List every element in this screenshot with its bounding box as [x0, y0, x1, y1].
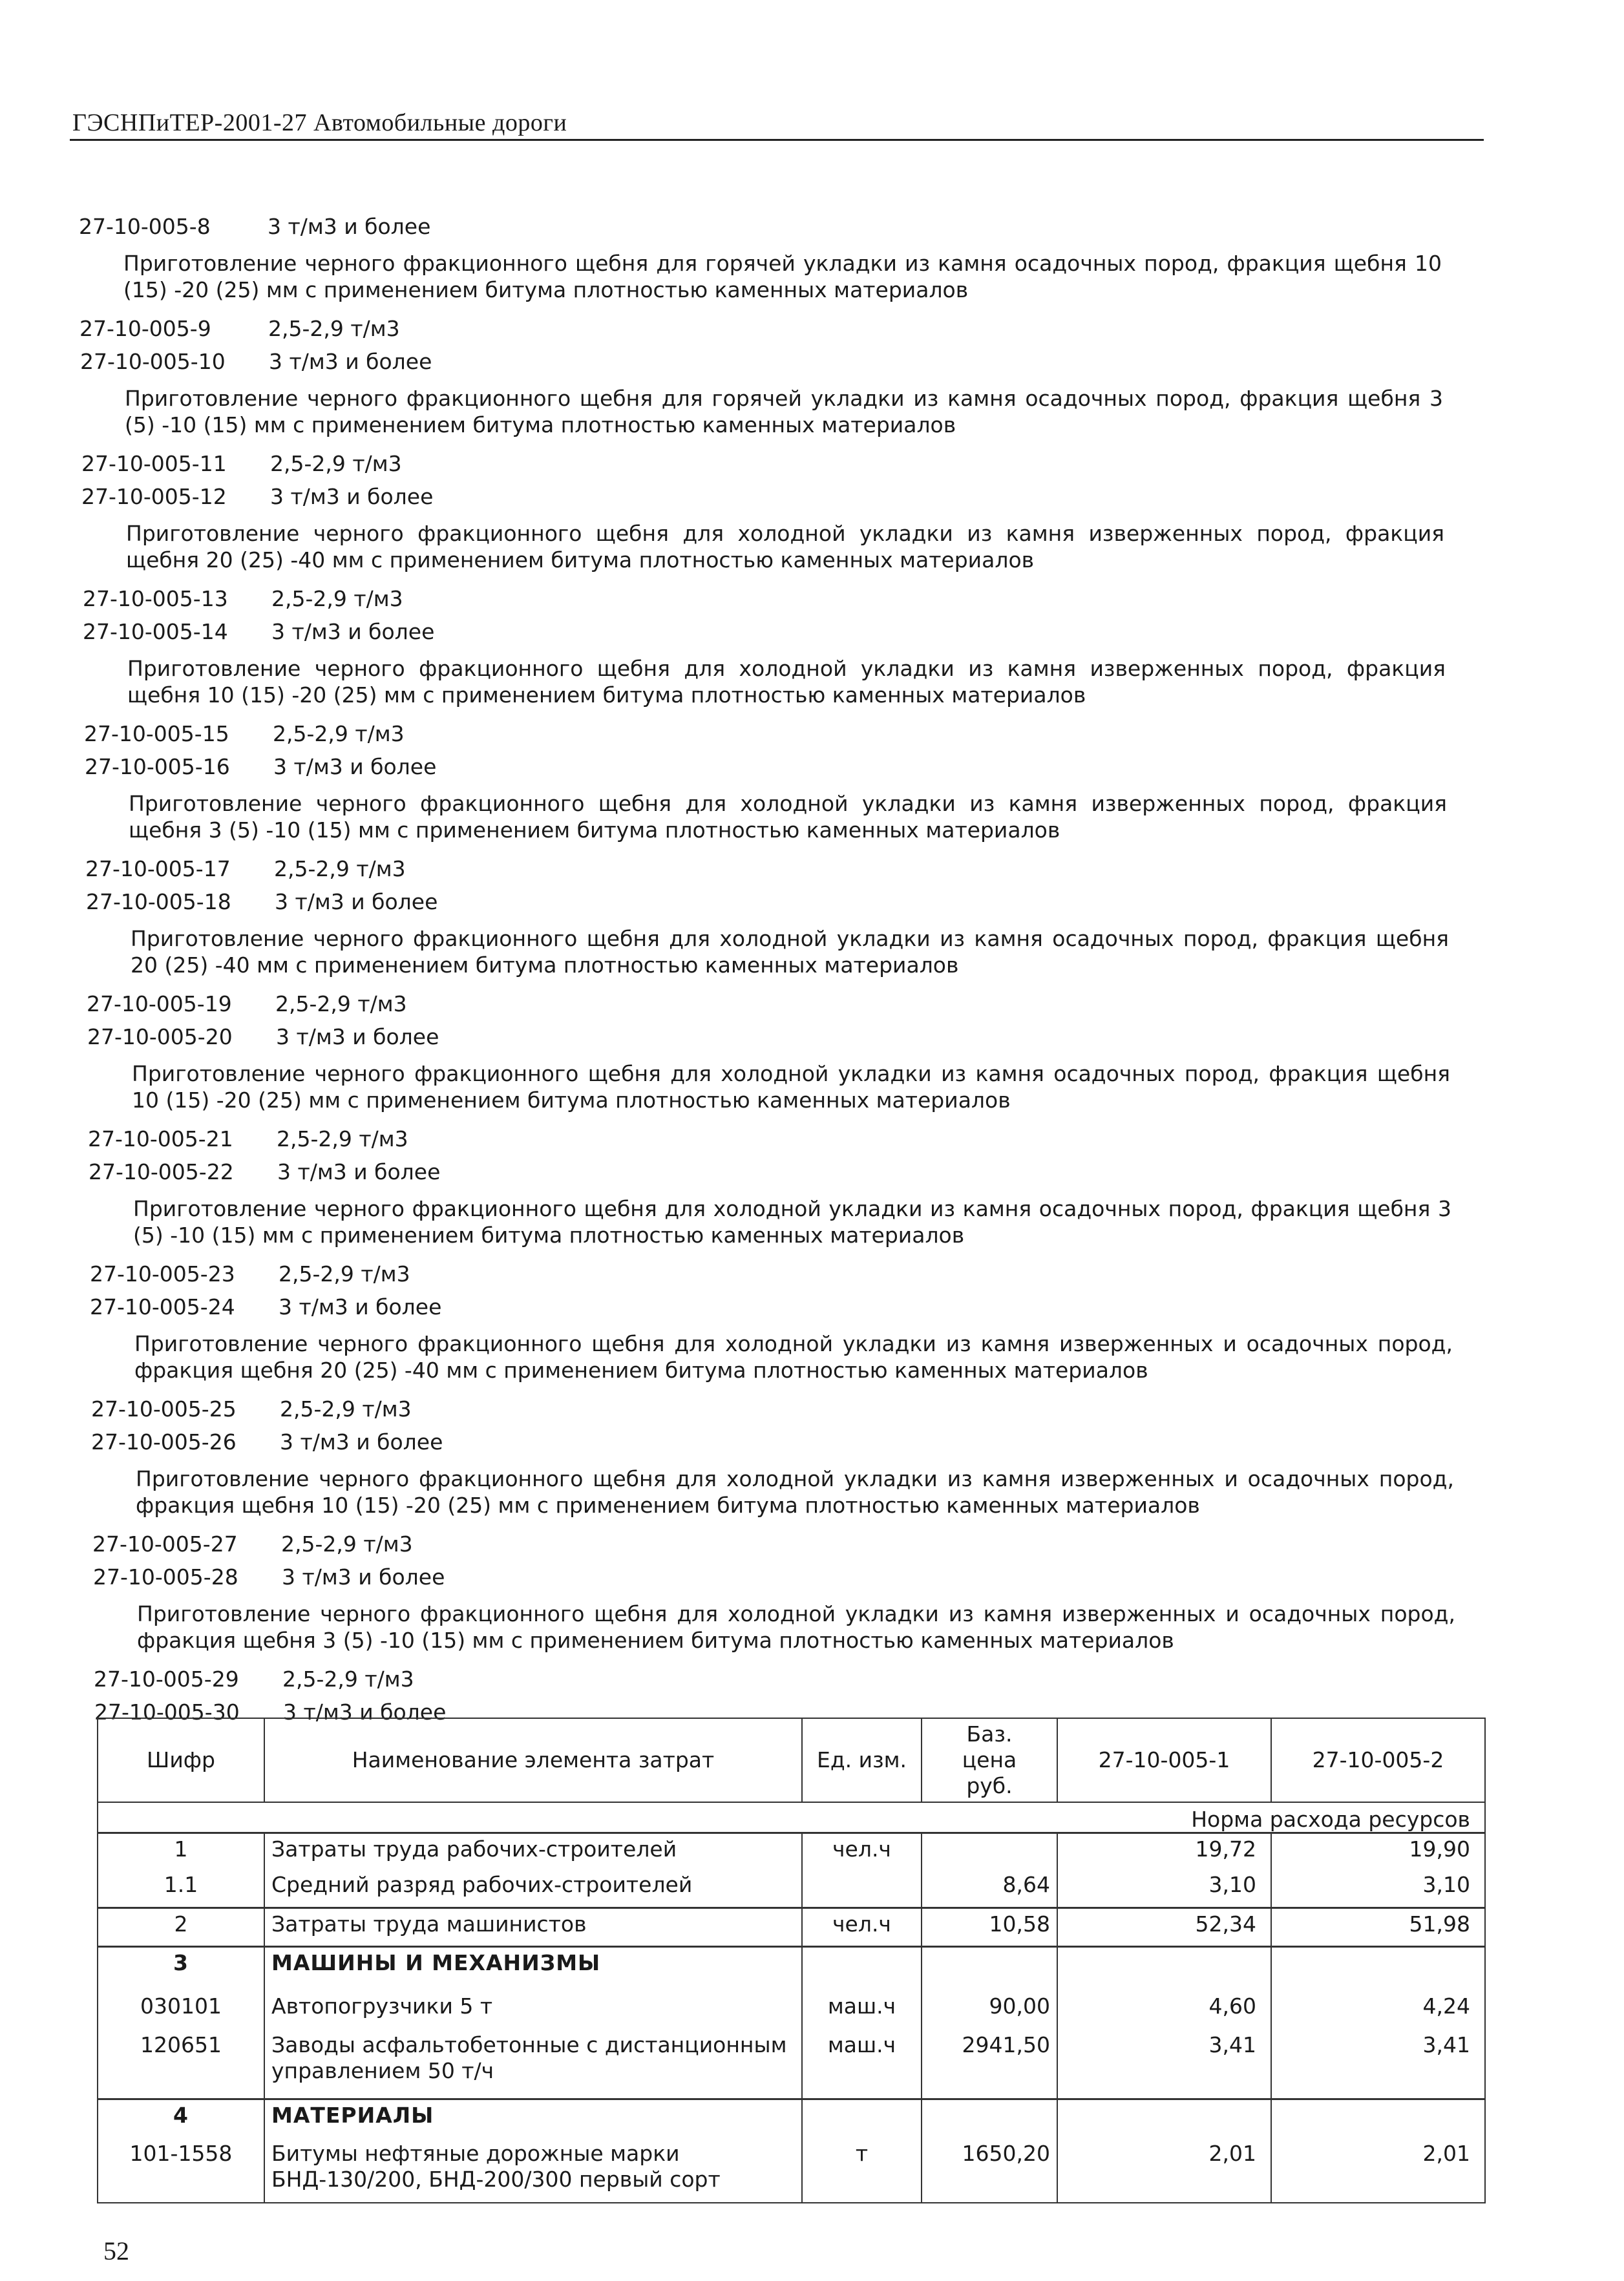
cell-price: 1650,20 — [922, 2138, 1057, 2203]
entry-code: 27-10-005-9 — [79, 316, 211, 341]
cell-price: 2941,50 — [922, 2030, 1057, 2099]
entry-density: 3 т/м3 и более — [275, 889, 438, 914]
cell-value-2 — [1271, 2099, 1485, 2138]
cell-code: 1.1 — [98, 1869, 264, 1908]
cell-value-2 — [1271, 1947, 1485, 1991]
entry-code-line — [83, 619, 434, 644]
header-code: Шифр — [98, 1718, 264, 1802]
cell-name: МАШИНЫ И МЕХАНИЗМЫ — [264, 1947, 802, 1991]
cell-unit: маш.ч — [802, 1991, 922, 2030]
cell-value-1 — [1057, 2099, 1271, 2138]
entry-code: 27-10-005-10 — [80, 349, 226, 374]
norm-row — [98, 1802, 1485, 1833]
cell-unit: т — [802, 2138, 922, 2203]
entry-code: 27-10-005-8 — [79, 214, 211, 239]
entry-code-line — [91, 1429, 443, 1455]
entry-code: 27-10-005-22 — [89, 1159, 234, 1184]
resource-table — [97, 1718, 1486, 2203]
cell-price: 90,00 — [922, 1991, 1057, 2030]
entry-code-line — [89, 1159, 440, 1184]
entry-code: 27-10-005-16 — [85, 754, 230, 779]
entry-code: 27-10-005-28 — [93, 1564, 238, 1590]
cell-name: Затраты труда рабочих-строителей — [264, 1833, 802, 1869]
cell-value-2: 4,24 — [1271, 1991, 1485, 2030]
entry-code: 27-10-005-12 — [81, 484, 227, 509]
entry-description: Приготовление черного фракционного щебня для холодной укладки из камня изверженных и осадочных пород, фракция щебня 3 (5) -10 (15) мм с применением битума плотностью каменных материалов — [137, 1601, 1455, 1653]
entry-code-line — [87, 1024, 439, 1049]
entry-description: Приготовление черного фракционного щебня для холодной укладки из камня осадочных пород, фракция щебня 10 (15) -20 (25) мм с применением битума плотностью каменных материалов — [132, 1061, 1450, 1113]
entry-density: 2,5-2,9 т/м3 — [279, 1261, 410, 1287]
entry-description: Приготовление черного фракционного щебня для горячей укладки из камня осадочных пород, фракция щебня 10 (15) -20 (25) мм с применением битума плотностью каменных материалов — [123, 251, 1442, 302]
entry-code: 27-10-005-15 — [84, 721, 229, 746]
entry-density: 3 т/м3 и более — [273, 754, 437, 779]
entry-description: Приготовление черного фракционного щебня для холодной укладки из камня осадочных пород, фракция щебня 20 (25) -40 мм с применением битума плотностью каменных материалов — [131, 926, 1449, 978]
cell-code: 120651 — [98, 2030, 264, 2099]
norm-label: Норма расхода ресурсов — [98, 1802, 1485, 1833]
cell-value-1: 2,01 — [1057, 2138, 1271, 2203]
cell-value-2: 19,90 — [1271, 1833, 1485, 1869]
table-row — [98, 1991, 1485, 2030]
header-unit: Ед. изм. — [802, 1718, 922, 1802]
entry-code-line — [87, 991, 407, 1016]
entry-description: Приготовление черного фракционного щебня для горячей укладки из камня осадочных пород, фракция щебня 3 (5) -10 (15) мм с применением битума плотностью каменных материалов — [125, 386, 1443, 437]
cell-value-1: 4,60 — [1057, 1991, 1271, 2030]
entry-code-line — [81, 451, 402, 476]
entry-code-line — [90, 1261, 410, 1287]
cell-name: Затраты труда машинистов — [264, 1908, 802, 1947]
entry-code: 27-10-005-18 — [86, 889, 231, 914]
cell-price — [922, 2099, 1057, 2138]
page-number: 52 — [103, 2236, 129, 2265]
entry-description: Приготовление черного фракционного щебня для холодной укладки из камня изверженных и осадочных пород, фракция щебня 10 (15) -20 (25) мм с применением битума плотностью каменных материалов — [136, 1466, 1454, 1518]
table-row — [98, 1833, 1485, 1869]
entry-code-line — [85, 856, 406, 881]
entry-code: 27-10-005-30 — [94, 1699, 240, 1725]
cell-unit: чел.ч — [802, 1833, 922, 1869]
cell-value-2: 3,41 — [1271, 2030, 1485, 2099]
table-row — [98, 1869, 1485, 1908]
header-price: Баз. цена руб. — [922, 1718, 1057, 1802]
entry-density: 3 т/м3 и более — [271, 619, 435, 644]
entry-code: 27-10-005-20 — [87, 1024, 233, 1049]
entry-code-line — [86, 889, 438, 914]
cell-value-1 — [1057, 1947, 1271, 1991]
table-row — [98, 2099, 1485, 2138]
running-header: ГЭСНПиТЕР-2001-27 Автомобильные дороги — [72, 109, 567, 136]
entry-density: 3 т/м3 и более — [277, 1159, 441, 1184]
entry-density: 3 т/м3 и более — [269, 349, 432, 374]
header-rule — [70, 139, 1484, 141]
entry-density: 2,5-2,9 т/м3 — [281, 1531, 413, 1557]
cell-unit — [802, 1869, 922, 1908]
entry-density: 2,5-2,9 т/м3 — [271, 586, 403, 611]
cell-unit — [802, 1947, 922, 1991]
entry-density: 3 т/м3 и более — [282, 1564, 445, 1590]
entry-density: 2,5-2,9 т/м3 — [268, 316, 400, 341]
entry-code: 27-10-005-19 — [87, 991, 232, 1016]
table-row — [98, 2138, 1485, 2203]
entry-description: Приготовление черного фракционного щебня для холодной укладки из камня изверженных пород, фракция щебня 10 (15) -20 (25) мм с применением битума плотностью каменных материалов — [127, 656, 1446, 708]
cell-unit: чел.ч — [802, 1908, 922, 1947]
entry-code-line — [92, 1531, 413, 1557]
entry-density: 3 т/м3 и более — [276, 1024, 439, 1049]
entry-description: Приготовление черного фракционного щебня для холодной укладки из камня осадочных пород, фракция щебня 3 (5) -10 (15) мм с применением битума плотностью каменных материалов — [133, 1196, 1451, 1248]
entry-code-line — [91, 1396, 412, 1422]
entry-code: 27-10-005-29 — [94, 1666, 239, 1692]
cell-name: Битумы нефтяные дорожные марки БНД-130/200, БНД-200/300 первый сорт — [264, 2138, 802, 2203]
entry-density: 3 т/м3 и более — [279, 1294, 442, 1319]
entry-density: 2,5-2,9 т/м3 — [273, 721, 405, 746]
entry-density: 2,5-2,9 т/м3 — [270, 451, 402, 476]
entry-code-line — [83, 586, 403, 611]
cell-name: МАТЕРИАЛЫ — [264, 2099, 802, 2138]
cell-unit — [802, 2099, 922, 2138]
cell-code: 2 — [98, 1908, 264, 1947]
header-col2: 27-10-005-2 — [1271, 1718, 1485, 1802]
cell-code: 4 — [98, 2099, 264, 2138]
entry-density: 3 т/м3 и более — [270, 484, 434, 509]
cell-value-2: 2,01 — [1271, 2138, 1485, 2203]
entry-code: 27-10-005-21 — [88, 1126, 233, 1151]
cell-code: 1 — [98, 1833, 264, 1869]
entry-density: 2,5-2,9 т/м3 — [275, 991, 407, 1016]
table-row — [98, 1947, 1485, 1991]
cell-code: 3 — [98, 1947, 264, 1991]
entry-density: 3 т/м3 и более — [268, 214, 431, 239]
cell-price — [922, 1947, 1057, 1991]
entry-description: Приготовление черного фракционного щебня для холодной укладки из камня изверженных пород, фракция щебня 3 (5) -10 (15) мм с применением битума плотностью каменных материалов — [129, 791, 1447, 843]
entry-code-line — [81, 484, 433, 509]
entry-code-line — [79, 214, 430, 239]
entry-density: 3 т/м3 и более — [283, 1699, 447, 1725]
cell-code: 101-1558 — [98, 2138, 264, 2203]
entry-code: 27-10-005-13 — [83, 586, 228, 611]
entry-description: Приготовление черного фракционного щебня для холодной укладки из камня изверженных пород, фракция щебня 20 (25) -40 мм с применением битума плотностью каменных материалов — [126, 521, 1444, 573]
entry-code: 27-10-005-27 — [92, 1531, 238, 1557]
entry-density: 2,5-2,9 т/м3 — [274, 856, 406, 881]
entry-code-line — [94, 1666, 414, 1692]
entry-code-line — [85, 754, 436, 779]
entry-description: Приготовление черного фракционного щебня для холодной укладки из камня изверженных и осадочных пород, фракция щебня 20 (25) -40 мм с применением битума плотностью каменных материалов — [134, 1331, 1453, 1383]
entry-density: 3 т/м3 и более — [280, 1429, 443, 1455]
entry-code-line — [93, 1564, 445, 1590]
table-header-row — [98, 1718, 1485, 1802]
cell-code: 030101 — [98, 1991, 264, 2030]
cell-value-1: 19,72 — [1057, 1833, 1271, 1869]
cell-value-2: 3,10 — [1271, 1869, 1485, 1908]
table-row — [98, 1908, 1485, 1947]
cell-value-1: 52,34 — [1057, 1908, 1271, 1947]
entry-code-line — [88, 1126, 408, 1151]
entry-code-line — [80, 349, 432, 374]
entry-code: 27-10-005-24 — [90, 1294, 235, 1319]
cell-name: Автопогрузчики 5 т — [264, 1991, 802, 2030]
entry-code-line — [79, 316, 400, 341]
header-name: Наименование элемента затрат — [264, 1718, 802, 1802]
entry-density: 2,5-2,9 т/м3 — [282, 1666, 414, 1692]
cell-price: 8,64 — [922, 1869, 1057, 1908]
cell-name: Средний разряд рабочих-строителей — [264, 1869, 802, 1908]
header-col1: 27-10-005-1 — [1057, 1718, 1271, 1802]
entry-code: 27-10-005-11 — [81, 451, 227, 476]
cell-value-1: 3,41 — [1057, 2030, 1271, 2099]
entry-code: 27-10-005-25 — [91, 1396, 237, 1422]
entry-density: 2,5-2,9 т/м3 — [280, 1396, 412, 1422]
cell-value-1: 3,10 — [1057, 1869, 1271, 1908]
entry-code-line — [84, 721, 405, 746]
cell-price — [922, 1833, 1057, 1869]
table-row — [98, 2030, 1485, 2099]
cell-name: Заводы асфальтобетонные с дистанционным управлением 50 т/ч — [264, 2030, 802, 2099]
entry-density: 2,5-2,9 т/м3 — [277, 1126, 408, 1151]
entry-code-line — [90, 1294, 441, 1319]
cell-value-2: 51,98 — [1271, 1908, 1485, 1947]
cell-unit: маш.ч — [802, 2030, 922, 2099]
entry-code: 27-10-005-14 — [83, 619, 228, 644]
entry-code: 27-10-005-26 — [91, 1429, 237, 1455]
entry-code: 27-10-005-23 — [90, 1261, 235, 1287]
cell-price: 10,58 — [922, 1908, 1057, 1947]
entry-code: 27-10-005-17 — [85, 856, 231, 881]
